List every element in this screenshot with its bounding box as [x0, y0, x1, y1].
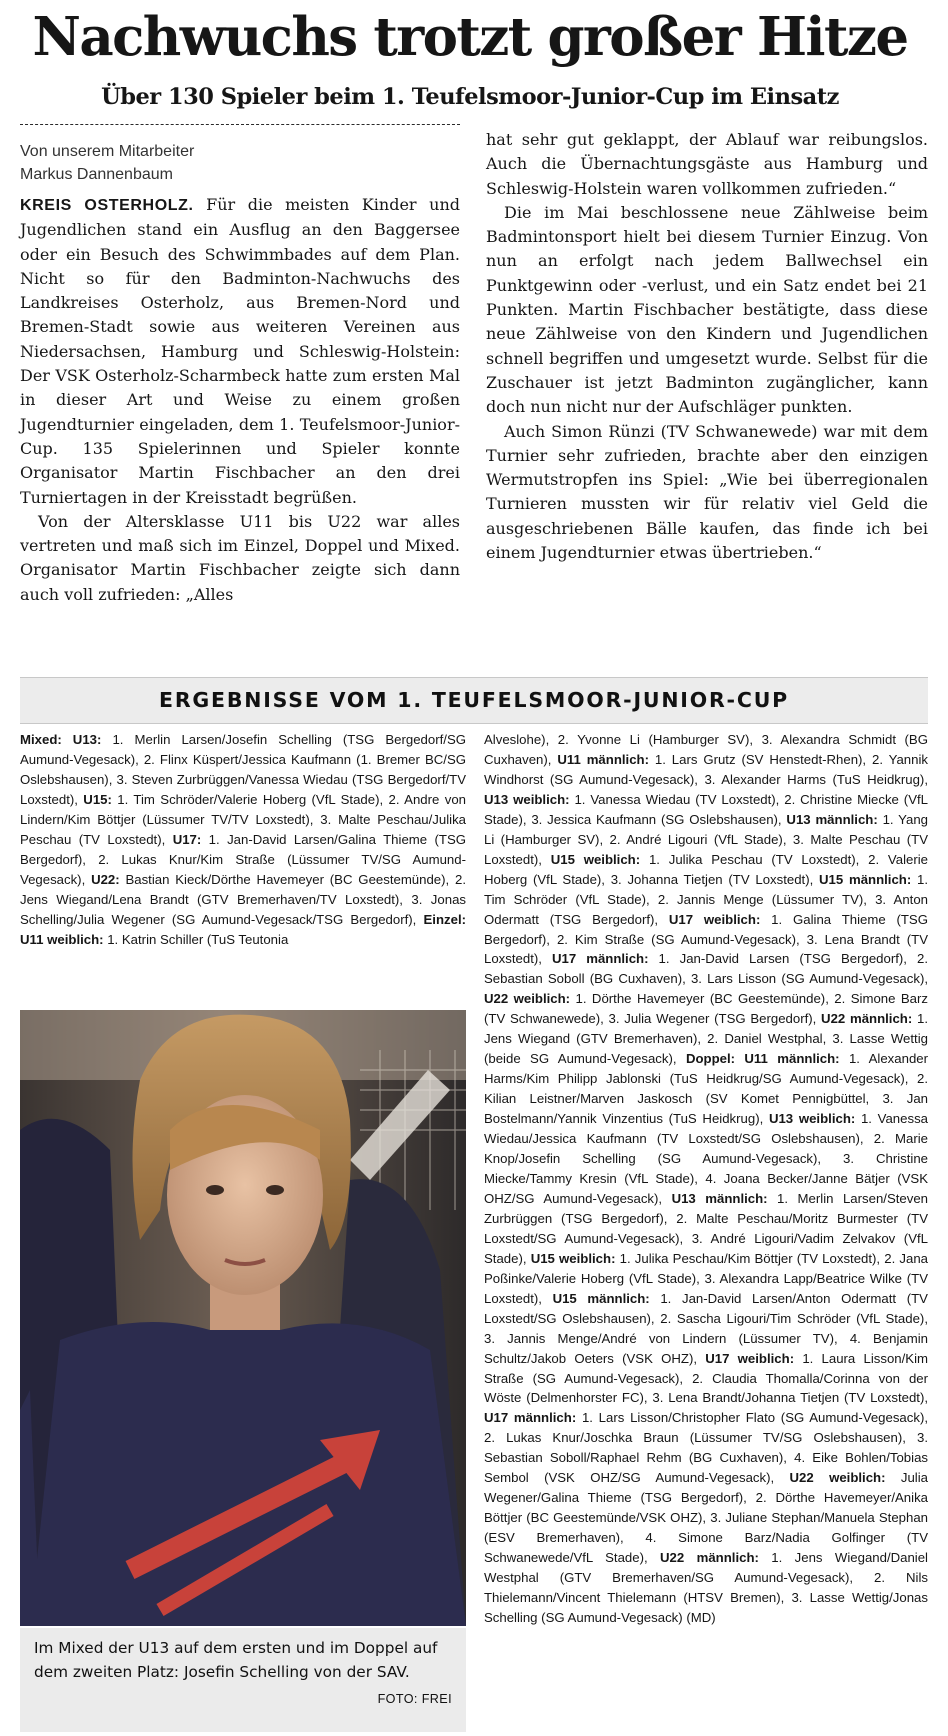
result-category-label: U15 männlich:	[819, 871, 912, 887]
result-entry-text: 1. Merlin Larsen/Steven Zurbrüggen (TSG Bergedorf), 2. Malte Peschau/Moritz Burmester (TV Loxstedt/SG Aumund-Vegesack), 3. André Ligouri/Vadim Zelvakov (VfL Stade),	[484, 1190, 929, 1266]
result-entry-text: 1. Laura Lisson/Kim Straße (SG Aumund-Vegesack), 2. Claudia Thomalla/Corinna von der Wöste (Delmenhorster FC), 3. Lena Brandt/Johanna Tietjen (TV Loxstedt),	[484, 1350, 928, 1406]
result-entry-text: 1. Jan-David Larsen/Anton Odermatt (TV Loxstedt/SG Oslebshausen), 2. Sascha Ligouri/Tim Schröder (VfL Stade), 3. Jannis Menge/André von Lindern (Lüssumer TV), 4. Benjamin Schultz/Jakob Oeters (VSK OHZ),	[484, 1290, 928, 1366]
result-category-label: U13 weiblich:	[484, 791, 570, 807]
result-entry-text: 1. Julika Peschau (TV Loxstedt), 2. Valerie Hoberg (VfL Stade), 3. Johanna Tietjen (TV Loxstedt),	[484, 851, 929, 887]
result-category-label: U22:	[91, 871, 120, 887]
result-entry-text: 1. Dörthe Havemeyer (BC Geestemünde), 2. Simone Barz (TV Schwanewede), 3. Julia Wegener (TSG Bergedorf),	[484, 991, 928, 1027]
article-paragraph-3: Die im Mai beschlossene neue Zählweise beim Badmintonsport hielt bei diesem Turnier Einzug. Von nun an erfolgt nach jedem Ballwechsel ein Punktgewinn oder -verlust, und ein Satz endet bei 21 Punkten. Martin Fischbacher bestätigte, dass diese neue Zählweise von den Kindern und Jugendlichen schnell begriffen und umgesetzt wurde. Selbst für die Zuschauer ist jetzt Badminton zugänglicher, kann doch nun nicht nur der Aufschläger punkten.	[486, 202, 928, 417]
results-title: ERGEBNISSE VOM 1. TEUFELSMOOR-JUNIOR-CUP	[159, 688, 789, 712]
article-paragraph-2: Von der Altersklasse U11 bis U22 war alles vertreten und maß sich im Einzel, Doppel und Mixed. Organisator Martin Fischbacher zeigte sich dann auch voll zufrieden: „Alles	[20, 511, 460, 604]
dashed-rule	[20, 124, 460, 125]
result-category-label: Einzel: U11 weiblich:	[20, 911, 466, 947]
results-header-bar	[20, 677, 928, 724]
dateline: KREIS OSTERHOLZ.	[20, 197, 194, 214]
result-category-label: U22 männlich:	[660, 1550, 759, 1566]
byline	[20, 140, 460, 186]
photo-caption	[20, 1628, 466, 1732]
article-paragraph-2-continued: hat sehr gut geklappt, der Ablauf war reibungslos. Auch die Übernachtungsgäste aus Hamburg und Schleswig-Holstein waren vollkommen zufrieden.“	[486, 130, 928, 198]
article-column-right	[486, 128, 928, 565]
result-category-label: U15:	[83, 791, 112, 807]
result-entry-text: 1. Vanessa Wiedau (TV Loxstedt), 2. Christine Miecke (VfL Stade), 3. Jessica Kaufmann (SG Oslebshausen),	[484, 791, 928, 827]
subheadline: Über 130 Spieler beim 1. Teufelsmoor-Junior-Cup im Einsatz	[101, 84, 839, 110]
result-entry-text: 1. Lars Lisson/Christopher Flato (SG Aumund-Vegesack), 2. Lukas Knur/Joschka Braun (Lüssumer TV/SG Oslebshausen), 3. Sebastian Soboll/Raphael Rehm (BG Cuxhaven), 4. Eike Bohlen/Tobias Sembol (VSK OHZ/SG Aumund-Vegesack),	[484, 1410, 929, 1486]
result-entry-text: 1. Jens Wiegand/Daniel Westphal (GTV Bremerhaven/SG Aumund-Vegesack), 2. Nils Thielemann/Vincent Thielemann (HTSV Bremen), 3. Lasse Wettig/Jonas Schelling (SG Aumund-Vegesack)	[484, 1550, 928, 1625]
article-paragraph-1	[20, 193, 460, 510]
result-category-label: U17 männlich:	[484, 1410, 577, 1426]
result-entry-text: Bastian Kieck/Dörthe Havemeyer (BC Geestemünde), 2. Jens Wiegand/Lena Brandt (GTV Bremerhaven/TV Loxstedt), 3. Jonas Schelling/Julia Wegener (SG Aumund-Vegesack/TSG Bergedorf),	[20, 871, 467, 927]
photo-credit: FOTO: FREI	[377, 1692, 452, 1706]
result-entry-text: 1. Yang Li (Hamburger SV), 2. André Ligouri (VfL Stade), 3. Malte Peschau (TV Loxstedt),	[484, 811, 928, 867]
result-category-label: U11 männlich:	[557, 751, 649, 767]
result-entry-text: 1. Lars Grutz (SV Henstedt-Rhen), 2. Yannik Windhorst (SG Aumund-Vegesack), 3. Alexander Harms (TuS Heidkrug),	[484, 751, 928, 787]
result-category-label: U13 männlich:	[671, 1190, 768, 1206]
caption-text: Im Mixed der U13 auf dem ersten und im Doppel auf dem zweiten Platz: Josefin Schelling von der SAV.	[34, 1639, 438, 1681]
result-category-label: U13 weiblich:	[768, 1111, 856, 1127]
result-entry-text: 1. Jens Wiegand (GTV Bremerhaven), 2. Daniel Westphal, 3. Lasse Wettig (beide SG Aumund-Vegesack),	[484, 1011, 928, 1067]
result-category-label: Doppel: U11 männlich:	[685, 1051, 840, 1067]
result-entry-text: Julia Wegener/Galina Thieme (TSG Bergedorf), 2. Dörthe Havemeyer/Anika Böttjer (BC Geestemünde/VSK OHZ), 3. Juliane Stephan/Manuela Stephan (ESV Bremerhaven), 4. Simone Barz/Nadia Golfinger (TV Schwanewede/VfL Stade),	[484, 1470, 928, 1566]
result-entry-text: 1. Jan-David Larsen (TSG Bergedorf), 2. Sebastian Soboll (BG Cuxhaven), 3. Lars Lisson (SG Aumund-Vegesack),	[484, 951, 928, 987]
headline: Nachwuchs trotzt großer Hitze	[32, 6, 908, 68]
result-category-label: U17:	[172, 831, 202, 847]
result-entry-text: 1. Vanessa Wiedau/Jessica Kaufmann (TV Loxstedt/SG Oslebshausen), 2. Marie Knop/Josefin Schelling (SG Aumund-Vegesack), 3. Christine Miecke/Tammy Kresin (VfL Stade), 4. Joana Becker/Janne Bätjer (VSK OHZ/SG Aumund-Vegesack),	[484, 1111, 928, 1206]
result-entry-text: 1. Alexander Harms/Kim Philipp Jablonski (TuS Heidkrug/SG Aumund-Vegesack), 2. Kilian Leistner/Marven Jaskosch (SV Komet Pennigbüttel, 3. Jan Bostelmann/Yannik Vinzentius (TuS Heidkrug),	[484, 1051, 929, 1127]
result-entry-text: (MD)	[686, 1609, 716, 1625]
result-entry-text: 1. Katrin Schiller (TuS Teutonia	[103, 931, 289, 947]
result-category-label: U22 männlich:	[821, 1011, 913, 1027]
article-paragraph-4: Auch Simon Rünzi (TV Schwanewede) war mit dem Turnier sehr zufrieden, brachte aber den einzigen Wermutstropfen ins Spiel: „Wie bei überregionalen Turnieren mussten wir für relativ viel Geld die ausgeschriebenen Bälle kaufen, das finde ich bei einem Jugendturnier etwas übertrieben.“	[486, 421, 928, 563]
result-entry-text: 1. Julika Peschau/Kim Böttjer (TV Loxstedt), 2. Jana Poßinke/Valerie Hoberg (VfL Stade), 3. Alexandra Lapp/Beatrice Wilke (TV Loxstedt),	[484, 1250, 928, 1306]
result-category-label: U15 männlich:	[552, 1290, 650, 1306]
byline-author: Markus Dannenbaum	[20, 166, 173, 183]
result-entry-text: Alveslohe), 2. Yvonne Li (Hamburger SV), 3. Alexandra Schmidt (BG Cuxhaven),	[484, 732, 928, 767]
result-category-label: U22 weiblich:	[789, 1470, 886, 1486]
article-column-left	[20, 193, 460, 607]
result-entry-text: 1. Tim Schröder/Valerie Hoberg (VfL Stade), 2. Andre von Lindern/Kim Böttjer (Lüssumer TV/TV Loxstedt), 3. Malte Peschau/Julika Peschau (TV Loxstedt),	[20, 791, 466, 847]
result-entry-text: 1. Jan-David Larsen/Galina Thieme (TSG Bergedorf), 2. Lukas Knur/Kim Straße (Lüssumer TV/SG Aumund-Vegesack),	[20, 831, 467, 887]
results-column-left	[20, 730, 466, 949]
photo-illustration	[20, 1010, 466, 1626]
result-category-label: U15 weiblich:	[530, 1250, 616, 1266]
byline-line1: Von unserem Mitarbeiter	[20, 143, 195, 160]
result-category-label: Mixed: U13:	[20, 732, 102, 747]
result-entry-text: 1. Tim Schröder (VfL Stade), 2. Jannis Menge (Lüssumer TV), 3. Anton Odermatt (TSG Bergedorf),	[484, 871, 928, 927]
result-category-label: U17 weiblich:	[705, 1350, 795, 1366]
result-category-label: U22 weiblich:	[484, 991, 571, 1007]
result-category-label: U17 weiblich:	[668, 911, 761, 927]
result-category-label: U17 männlich:	[551, 951, 649, 967]
photo-girl-badminton	[20, 1010, 466, 1626]
result-category-label: U13 männlich:	[786, 811, 878, 827]
result-entry-text: 1. Merlin Larsen/Josefin Schelling (TSG Bergedorf/SG Aumund-Vegesack), 2. Flinx Küspert/Jessica Kaufmann (1. Bremer BC/SG Oslebshausen), 3. Steven Zurbrüggen/Vanessa Wiedau (TSG Bergedorf/TV Loxstedt),	[20, 732, 467, 807]
result-entry-text: 1. Galina Thieme (TSG Bergedorf), 2. Kim Straße (SG Aumund-Vegesack), 3. Lena Brandt (TV Loxstedt),	[484, 911, 928, 967]
result-category-label: U15 weiblich:	[550, 851, 641, 867]
results-column-right	[484, 730, 928, 1628]
paragraph-1-text: Für die meisten Kinder und Jugendlichen stand ein Ausflug an den Baggersee oder ein Besuch des Schwimmbades auf dem Plan. Nicht so für den Badminton-Nachwuchs des Landkreises Osterholz, aus Bremen-Nord und Bremen-Stadt sowie aus weiteren Vereinen aus Niedersachsen, Hamburg und Schleswig-Holstein: Der VSK Osterholz-Scharmbeck hatte zum ersten Mal in dieser Art und Weise zu einem großen Jugendturnier eingeladen, dem 1. Teufelsmoor-Junior-Cup. 135 Spielerinnen und Spieler konnte Organisator Martin Fischbacher an den drei Turniertagen in der Kreisstadt begrüßen.	[20, 195, 460, 507]
